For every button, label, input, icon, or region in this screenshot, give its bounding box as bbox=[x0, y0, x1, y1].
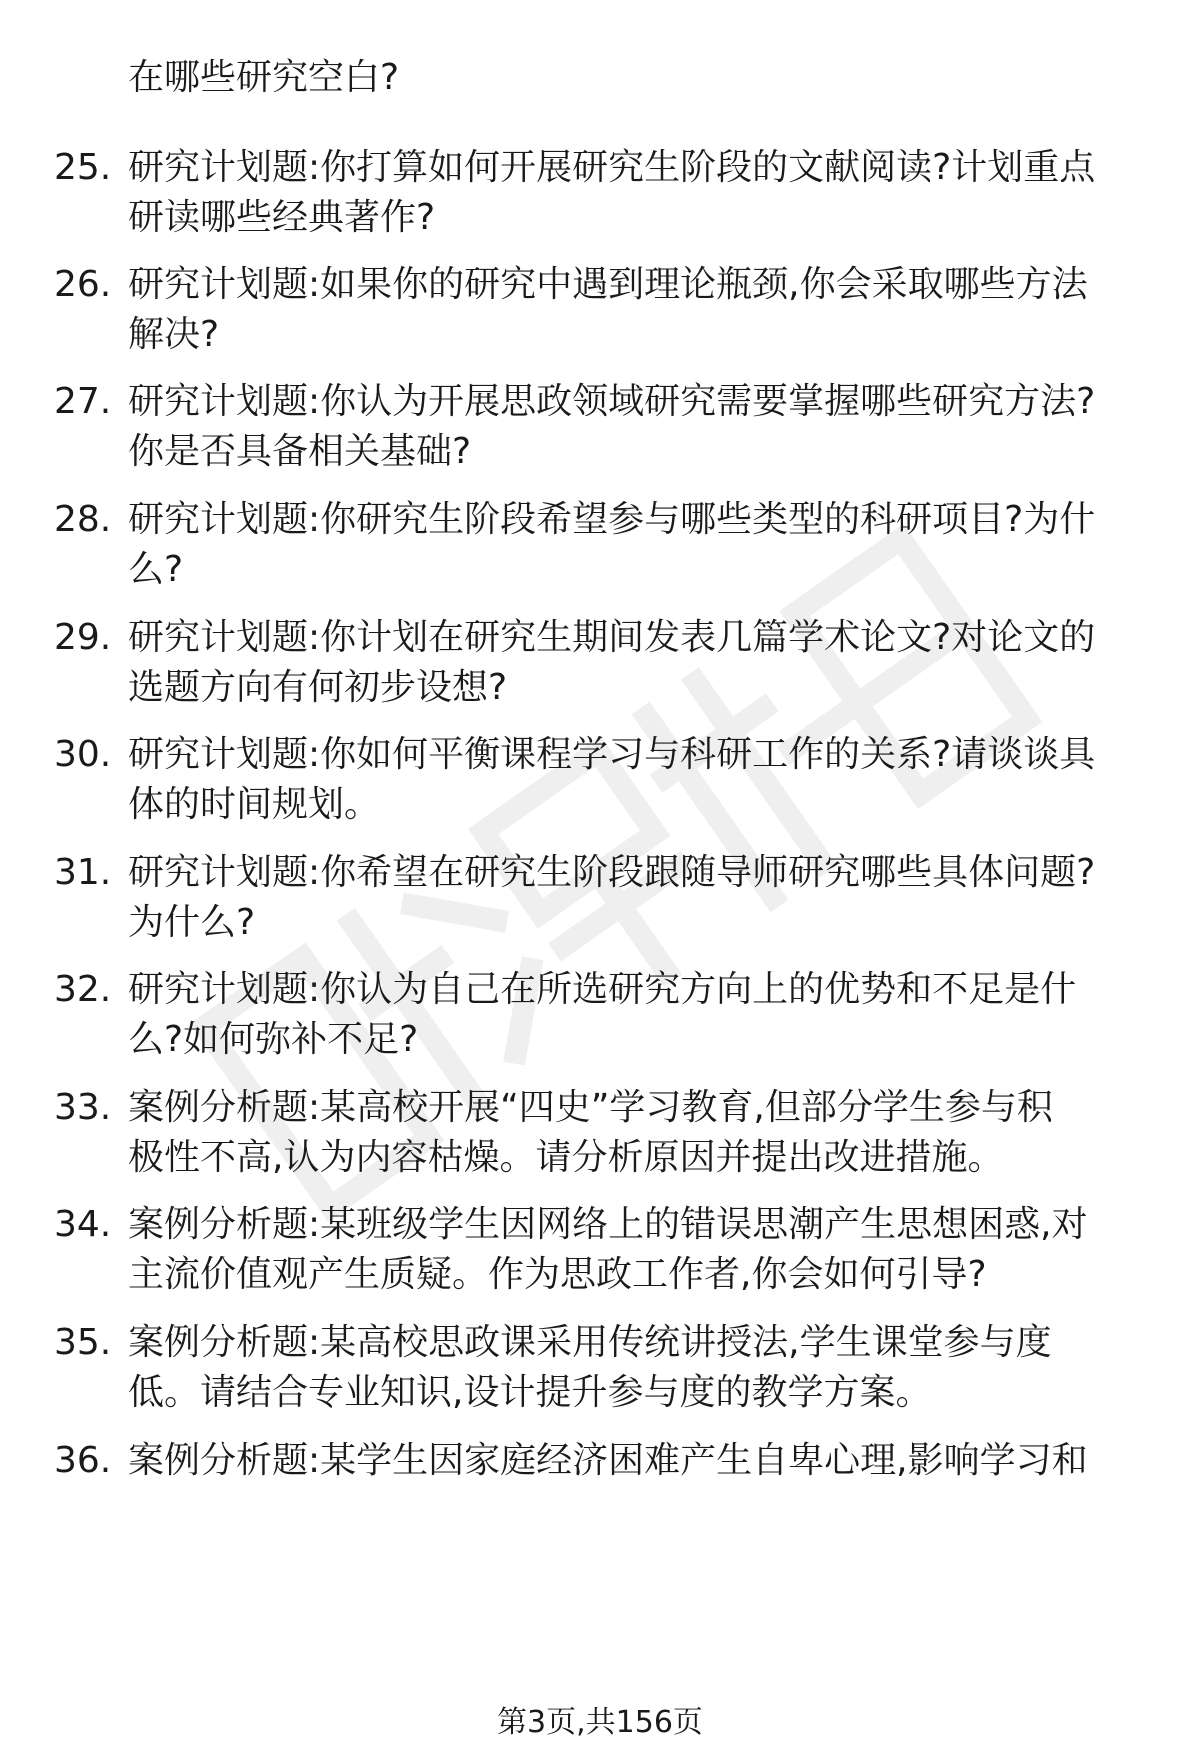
item-number: 29. bbox=[54, 617, 112, 658]
item-text: 案例分析题:某高校思政课采用传统讲授法,学生课堂参与度 bbox=[128, 1322, 1052, 1363]
text-line bbox=[0, 1251, 1200, 1299]
list-item bbox=[0, 1437, 1200, 1485]
text-line bbox=[0, 1016, 1200, 1064]
item-text: 研究计划题:你计划在研究生期间发表几篇学术论文?对论文的 bbox=[128, 617, 1096, 658]
text-line bbox=[0, 1134, 1200, 1182]
text-line bbox=[0, 428, 1200, 476]
page-number-footer: 第3页,共156页 bbox=[497, 1705, 703, 1740]
item-text: 案例分析题:某班级学生因网络上的错误思潮产生思想困惑,对 bbox=[128, 1204, 1088, 1245]
text-line bbox=[0, 1369, 1200, 1417]
item-number: 25. bbox=[54, 147, 112, 188]
item-number: 35. bbox=[54, 1322, 112, 1363]
list-item bbox=[0, 144, 1200, 192]
item-text: 选题方向有何初步设想? bbox=[128, 667, 508, 708]
list-item bbox=[0, 614, 1200, 662]
text-line bbox=[0, 546, 1200, 594]
text-line bbox=[0, 664, 1200, 712]
item-text: 案例分析题:某学生因家庭经济困难产生自卑心理,影响学习和 bbox=[128, 1440, 1088, 1481]
item-number: 33. bbox=[54, 1087, 112, 1128]
text-line bbox=[0, 54, 1200, 102]
text-line bbox=[0, 899, 1200, 947]
item-text: 研究计划题:你认为开展思政领域研究需要掌握哪些研究方法? bbox=[128, 381, 1096, 422]
item-number: 36. bbox=[54, 1440, 112, 1481]
list-item bbox=[0, 966, 1200, 1014]
text-line bbox=[0, 311, 1200, 359]
list-item bbox=[0, 1319, 1200, 1367]
item-text: 低。请结合专业知识,设计提升参与度的教学方案。 bbox=[128, 1372, 932, 1413]
item-text: 解决? bbox=[128, 314, 220, 355]
list-item bbox=[0, 261, 1200, 309]
list-item bbox=[0, 1084, 1200, 1132]
item-text: 研究计划题:你研究生阶段希望参与哪些类型的科研项目?为什 bbox=[128, 499, 1096, 540]
list-item bbox=[0, 496, 1200, 544]
item-text: 为什么? bbox=[128, 902, 256, 943]
item-text: 研读哪些经典著作? bbox=[128, 197, 436, 238]
item-number: 34. bbox=[54, 1204, 112, 1245]
item-number: 32. bbox=[54, 969, 112, 1010]
item-text: 案例分析题:某高校开展“四史”学习教育,但部分学生参与积 bbox=[128, 1087, 1053, 1128]
list-item bbox=[0, 731, 1200, 779]
item-text: 你是否具备相关基础? bbox=[128, 431, 472, 472]
item-text: 主流价值观产生质疑。作为思政工作者,你会如何引导? bbox=[128, 1254, 987, 1295]
item-text: 在哪些研究空白? bbox=[128, 57, 400, 98]
list-item bbox=[0, 849, 1200, 897]
item-text: 研究计划题:如果你的研究中遇到理论瓶颈,你会采取哪些方法 bbox=[128, 264, 1088, 305]
text-line bbox=[0, 194, 1200, 242]
item-text: 研究计划题:你希望在研究生阶段跟随导师研究哪些具体问题? bbox=[128, 852, 1096, 893]
item-text: 研究计划题:你如何平衡课程学习与科研工作的关系?请谈谈具 bbox=[128, 734, 1096, 775]
item-text: 体的时间规划。 bbox=[128, 784, 381, 825]
list-item bbox=[0, 378, 1200, 426]
item-number: 30. bbox=[54, 734, 112, 775]
item-text: 极性不高,认为内容枯燥。请分析原因并提出改进措施。 bbox=[128, 1137, 1004, 1178]
item-number: 28. bbox=[54, 499, 112, 540]
list-item bbox=[0, 1201, 1200, 1249]
item-text: 研究计划题:你打算如何开展研究生阶段的文献阅读?计划重点 bbox=[128, 147, 1096, 188]
text-line bbox=[0, 781, 1200, 829]
item-number: 31. bbox=[54, 852, 112, 893]
item-text: 么? bbox=[128, 549, 184, 590]
item-text: 研究计划题:你认为自己在所选研究方向上的优势和不足是什 bbox=[128, 969, 1077, 1010]
item-number: 26. bbox=[54, 264, 112, 305]
item-text: 么?如何弥补不足? bbox=[128, 1019, 419, 1060]
item-number: 27. bbox=[54, 381, 112, 422]
